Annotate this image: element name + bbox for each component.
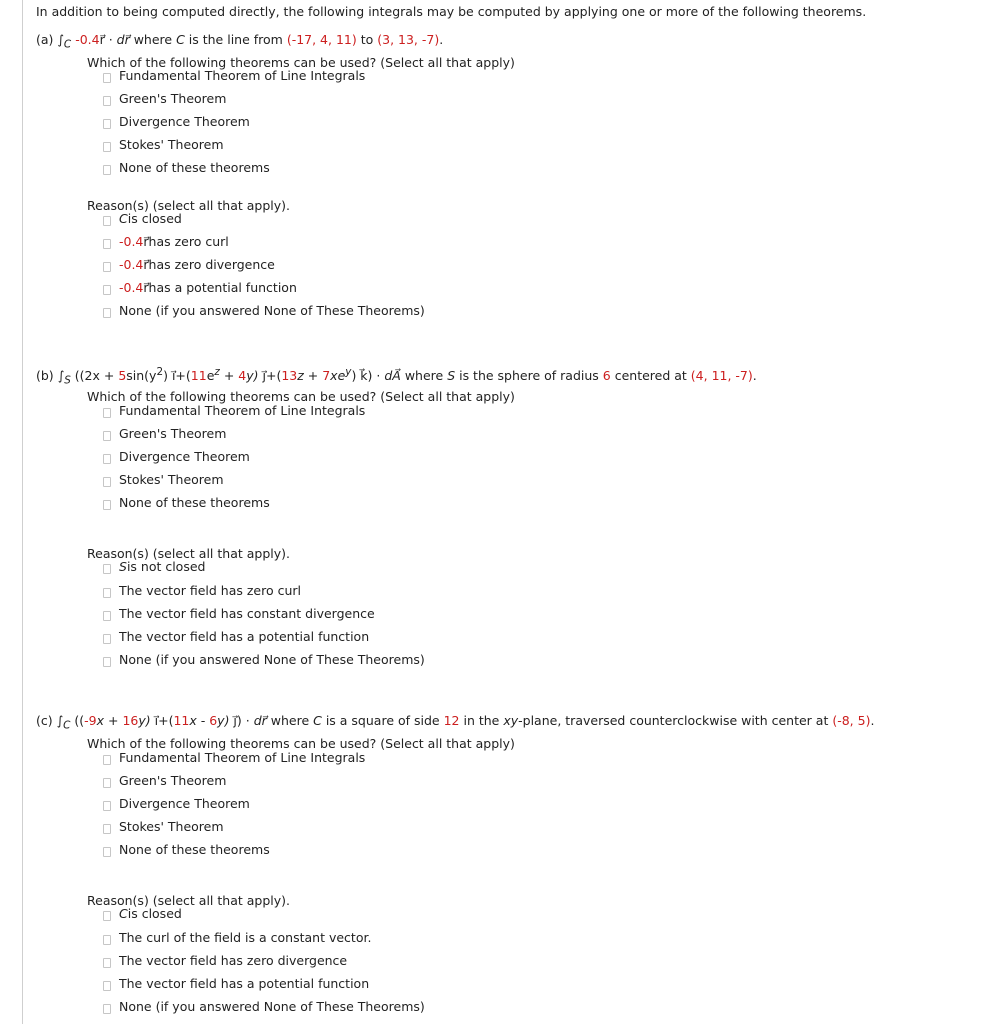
coef: 16 (122, 713, 139, 728)
checkbox[interactable] (103, 847, 111, 857)
option-stokes[interactable] (103, 137, 224, 152)
reason-label: is not closed (126, 559, 206, 574)
integral-subscript: S (64, 374, 71, 387)
scalar-coefficient: -0.4 (75, 32, 100, 47)
option-label: Stokes' Theorem (119, 819, 224, 834)
checkbox[interactable] (103, 634, 111, 644)
checkbox[interactable] (103, 165, 111, 175)
checkbox[interactable] (103, 1004, 111, 1014)
exponent: 2 (156, 366, 164, 378)
exponent: z (214, 366, 220, 378)
checkbox[interactable] (103, 824, 111, 834)
reason-label: None (if you answered None of These Theorems) (119, 652, 425, 667)
scalar-coefficient: -0.4 (119, 280, 144, 295)
curve-var: C (313, 713, 322, 728)
surface-var: S (447, 368, 456, 384)
expr: ) (163, 368, 172, 384)
exponent: y (345, 366, 352, 378)
checkbox[interactable] (103, 119, 111, 129)
checkbox[interactable] (103, 431, 111, 441)
option-stokes[interactable] (103, 472, 224, 487)
reason-var: C (119, 211, 128, 226)
unit-j: j⃗ (262, 368, 266, 384)
checkbox[interactable] (103, 657, 111, 667)
checkbox[interactable] (103, 239, 111, 249)
option-none[interactable] (103, 495, 270, 510)
reason-label: The vector field has a potential function (119, 629, 370, 644)
reason-prompt: Reason(s) (select all that apply). (87, 893, 290, 908)
checkbox[interactable] (103, 611, 111, 621)
option-divergence[interactable] (103, 796, 250, 811)
text-where: where (400, 368, 448, 384)
expr: y) (138, 713, 155, 728)
option-label: Fundamental Theorem of Line Integrals (119, 403, 366, 418)
start-point: (-17, 4, 11) (286, 32, 357, 47)
unit-j: j⃗ (233, 713, 237, 728)
unit-i: i⃗ (171, 368, 176, 384)
scalar-coefficient: -0.4 (119, 234, 144, 249)
checkbox[interactable] (103, 500, 111, 510)
reason-label: is closed (127, 906, 182, 921)
center-point: (4, 11, -7) (690, 368, 753, 384)
reason-closed[interactable] (103, 906, 182, 921)
curve-var: C (176, 32, 185, 47)
option-label: Stokes' Theorem (119, 472, 224, 487)
option-label: Divergence Theorem (119, 796, 250, 811)
option-label: Divergence Theorem (119, 114, 250, 129)
option-label: Stokes' Theorem (119, 137, 224, 152)
expr: ) · (367, 368, 385, 384)
integral-sign: ∫ (57, 32, 64, 47)
vector-r: r⃗ (143, 280, 149, 295)
part-b-label: (b) (36, 368, 54, 384)
reason-label: The vector field has zero divergence (119, 953, 348, 968)
reason-label: is closed (127, 211, 182, 226)
option-label: Green's Theorem (119, 426, 227, 441)
option-label: Green's Theorem (119, 91, 227, 106)
option-divergence[interactable] (103, 449, 250, 464)
checkbox[interactable] (103, 96, 111, 106)
coef: 5 (118, 368, 127, 384)
coef: 4 (238, 368, 247, 384)
expr: x - (189, 713, 210, 728)
option-divergence[interactable] (103, 114, 250, 129)
radius-value: 6 (602, 368, 611, 384)
coef: 13 (281, 368, 298, 384)
checkbox[interactable] (103, 778, 111, 788)
reason-none[interactable] (103, 652, 425, 667)
intro-text: In addition to being computed directly, the following integrals may be computed by applying one or more of the following theorems. (36, 4, 867, 19)
reason-zero-divergence[interactable] (103, 257, 275, 272)
text-to: to (356, 32, 378, 47)
checkbox[interactable] (103, 935, 111, 945)
checkbox[interactable] (103, 216, 111, 226)
reason-label: None (if you answered None of These Theorems) (119, 303, 425, 318)
option-greens[interactable] (103, 773, 226, 788)
option-ftli[interactable] (103, 403, 365, 418)
checkbox[interactable] (103, 73, 111, 83)
expr: sin(y (126, 368, 157, 384)
reason-zero-divergence[interactable] (103, 953, 347, 968)
expr: (( (70, 713, 85, 728)
reason-label: has zero curl (148, 234, 229, 249)
reason-closed[interactable] (103, 211, 182, 226)
scalar-coefficient: -0.4 (119, 257, 144, 272)
checkbox[interactable] (103, 408, 111, 418)
part-c-label: (c) (36, 713, 53, 728)
center-point: (-8, 5) (832, 713, 871, 728)
checkbox[interactable] (103, 981, 111, 991)
text-desc: is the sphere of radius (455, 368, 603, 384)
expr: xe (330, 368, 346, 384)
option-greens[interactable] (103, 91, 226, 106)
reason-label: has zero divergence (148, 257, 275, 272)
expr: e (206, 368, 215, 384)
checkbox[interactable] (103, 911, 111, 921)
expr: y) (246, 368, 263, 384)
text-end: . (870, 713, 875, 728)
part-c-question (36, 713, 874, 732)
coef: 11 (190, 368, 207, 384)
option-ftli[interactable] (103, 750, 365, 765)
option-label: Divergence Theorem (119, 449, 250, 464)
option-none[interactable] (103, 842, 270, 857)
text-where: where (129, 32, 177, 47)
text-desc: is a square of side (321, 713, 444, 728)
plane-name: xy (503, 713, 519, 728)
checkbox[interactable] (103, 755, 111, 765)
coef: 7 (322, 368, 331, 384)
vector-r: r⃗ (143, 234, 149, 249)
integral-sign: ∫ (56, 713, 64, 728)
option-label: None of these theorems (119, 842, 270, 857)
reason-var: S (119, 559, 127, 574)
checkbox[interactable] (103, 588, 111, 598)
unit-i: i⃗ (154, 713, 159, 728)
reason-none[interactable] (103, 303, 425, 318)
text-where: where (266, 713, 314, 728)
expr: +( (175, 368, 191, 384)
reason-potential[interactable] (103, 629, 369, 644)
text-desc: -plane, traversed counterclockwise with center at (518, 713, 833, 728)
reason-label: The vector field has constant divergence (119, 606, 375, 621)
reason-label: has a potential function (148, 280, 297, 295)
reason-zero-curl[interactable] (103, 583, 301, 598)
reason-var: C (119, 906, 128, 921)
checkbox[interactable] (103, 958, 111, 968)
theorem-prompt: Which of the following theorems can be used? (Select all that apply) (87, 55, 515, 70)
reason-constant-divergence[interactable] (103, 606, 375, 621)
option-label: Green's Theorem (119, 773, 227, 788)
reason-constant-curl[interactable] (103, 930, 371, 945)
differential-dA: dA⃗ (384, 368, 401, 384)
theorem-prompt: Which of the following theorems can be used? (Select all that apply) (87, 389, 515, 404)
content-frame (22, 0, 998, 1024)
checkbox[interactable] (103, 477, 111, 487)
reason-label: The vector field has zero curl (119, 583, 302, 598)
part-b-question (36, 366, 757, 387)
reason-prompt: Reason(s) (select all that apply). (87, 198, 290, 213)
text-end: . (752, 368, 757, 384)
vector-r: r⃗ (99, 32, 105, 47)
coef: 11 (173, 713, 190, 728)
expr: + (219, 368, 239, 384)
reason-potential[interactable] (103, 976, 369, 991)
option-stokes[interactable] (103, 819, 224, 834)
reason-prompt: Reason(s) (select all that apply). (87, 546, 290, 561)
end-point: (3, 13, -7) (377, 32, 440, 47)
checkbox[interactable] (103, 308, 111, 318)
text-end: . (439, 32, 444, 47)
differential-dr: dr⃗ (253, 713, 267, 728)
reason-label: The vector field has a potential function (119, 976, 370, 991)
part-a-question (36, 32, 443, 51)
checkbox[interactable] (103, 262, 111, 272)
dot-operator: · (104, 32, 117, 47)
integral-subscript: C (63, 38, 72, 51)
expr: z + (297, 368, 323, 384)
reason-label: The curl of the field is a constant vector. (119, 930, 372, 945)
part-a-label: (a) (36, 32, 54, 47)
option-greens[interactable] (103, 426, 226, 441)
integral-subscript: C (63, 719, 71, 732)
side-length: 12 (443, 713, 460, 728)
expr: ((2x + (70, 368, 119, 384)
unit-k: k⃗ (360, 368, 368, 384)
checkbox[interactable] (103, 454, 111, 464)
coef: 6 (209, 713, 218, 728)
expr: ) (351, 368, 361, 384)
text-desc: centered at (610, 368, 691, 384)
integral-sign: ∫ (57, 368, 65, 384)
checkbox[interactable] (103, 142, 111, 152)
differential-dr: dr⃗ (116, 32, 130, 47)
option-label: Fundamental Theorem of Line Integrals (119, 68, 366, 83)
checkbox[interactable] (103, 801, 111, 811)
option-label: None of these theorems (119, 495, 270, 510)
coef: -9 (84, 713, 97, 728)
checkbox[interactable] (103, 285, 111, 295)
option-ftli[interactable] (103, 68, 365, 83)
option-label: None of these theorems (119, 160, 270, 175)
expr: ) · (236, 713, 254, 728)
option-none[interactable] (103, 160, 270, 175)
expr: y) (217, 713, 234, 728)
reason-none[interactable] (103, 999, 425, 1014)
checkbox[interactable] (103, 564, 111, 574)
expr: +( (265, 368, 282, 384)
expr: +( (158, 713, 174, 728)
option-label: Fundamental Theorem of Line Integrals (119, 750, 366, 765)
text-desc: in the (459, 713, 504, 728)
theorem-prompt: Which of the following theorems can be used? (Select all that apply) (87, 736, 515, 751)
text-desc: is the line from (184, 32, 287, 47)
reason-label: None (if you answered None of These Theorems) (119, 999, 425, 1014)
expr: x + (96, 713, 123, 728)
reason-not-closed[interactable] (103, 559, 205, 574)
reason-zero-curl[interactable] (103, 234, 229, 249)
reason-potential[interactable] (103, 280, 297, 295)
vector-r: r⃗ (143, 257, 149, 272)
